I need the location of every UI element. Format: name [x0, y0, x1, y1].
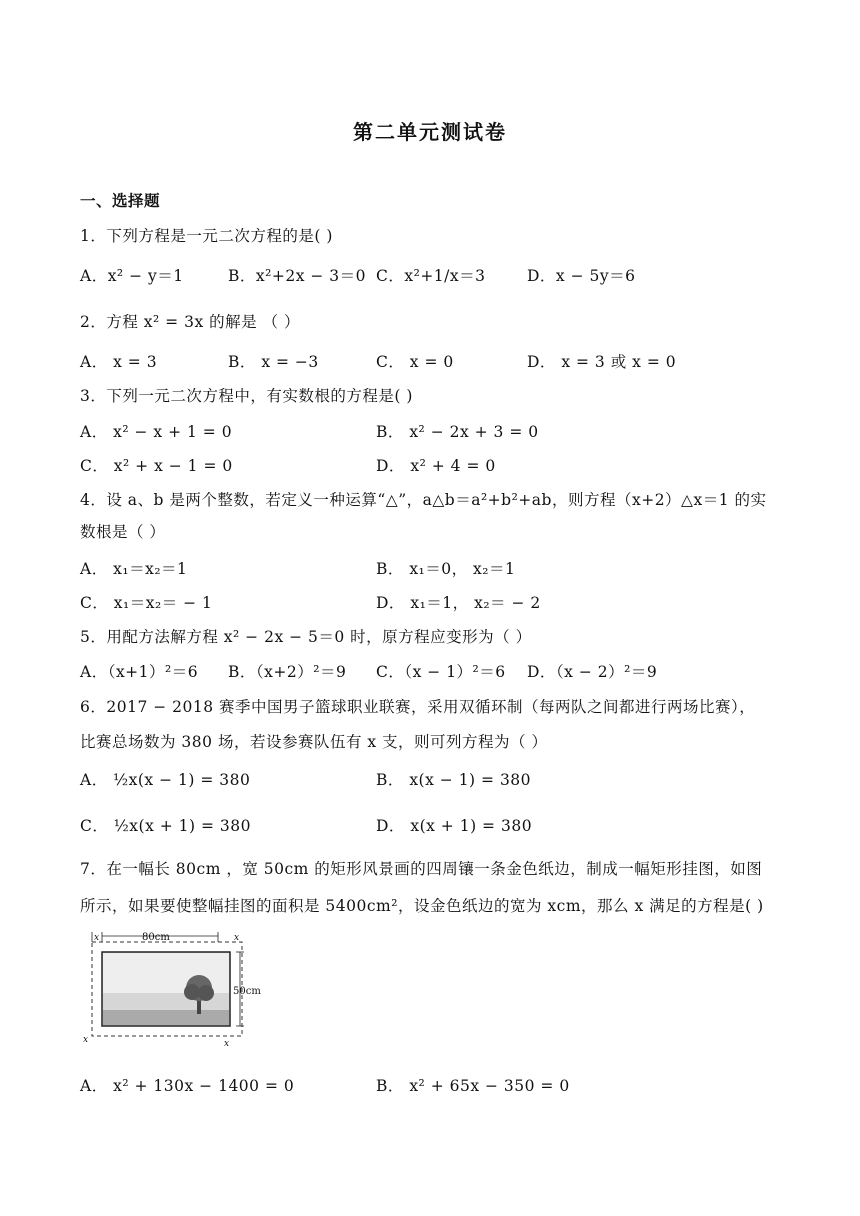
question-7-stem-line-1: 7．在一幅长 80cm ，宽 50cm 的矩形风景画的四周镶一条金色纸边，制成一幅矩形挂图，如图 [80, 860, 763, 878]
question-7-option-a: A． x² + 130x − 1400 = 0 [80, 1077, 295, 1095]
question-4-option-d: D． x₁＝1， x₂＝ − 2 [376, 594, 541, 612]
question-3-stem: 3．下列一元二次方程中，有实数根的方程是( ) [80, 387, 413, 405]
question-3-option-b: B． x² − 2x + 3 = 0 [376, 423, 539, 441]
figure-width-label: 80cm [142, 932, 170, 943]
question-4-option-a: A． x₁＝x₂＝1 [80, 560, 188, 578]
figure-x-label-bottom-left: x [83, 1035, 89, 1045]
question-1-option-b: B．x²+2x − 3＝0 [228, 267, 367, 285]
figure-x-label-bottom-right: x [224, 1039, 230, 1048]
question-4-stem-line-1: 4．设 a、b 是两个整数，若定义一种运算“△”，a△b＝a²+b²+ab，则方程（x+2）△x＝1 的实 [80, 491, 767, 509]
question-7-option-b: B． x² + 65x − 350 = 0 [376, 1077, 570, 1095]
question-4-stem-line-2: 数根是（ ） [80, 523, 166, 541]
question-6-option-a: A． ½x(x − 1) = 380 [80, 771, 251, 789]
question-7-stem-line-2: 所示，如果要使整幅挂图的面积是 5400cm²，设金色纸边的宽为 xcm，那么 x 满足的方程是( ) [80, 897, 764, 915]
question-5-stem: 5．用配方法解方程 x² − 2x − 5＝0 时，原方程应变形为（ ） [80, 628, 532, 646]
question-5-option-d: D．（x − 2）²＝9 [527, 663, 658, 681]
question-4-option-c: C． x₁＝x₂＝ − 1 [80, 594, 213, 612]
question-3-option-c: C． x² + x − 1 = 0 [80, 457, 233, 475]
question-2-option-c: C． x = 0 [376, 353, 454, 371]
figure-x-label-top-right: x [234, 933, 240, 943]
question-6-stem-line-2: 比赛总场数为 380 场，若设参赛队伍有 x 支，则可列方程为（ ） [80, 733, 548, 751]
question-6-option-b: B． x(x − 1) = 380 [376, 771, 532, 789]
question-2-stem: 2．方程 x² = 3x 的解是 （ ） [80, 313, 300, 331]
section-heading: 一、选择题 [80, 191, 161, 210]
question-2-option-d: D． x = 3 或 x = 0 [527, 353, 677, 371]
question-1-option-a: A．x² − y＝1 [80, 267, 184, 285]
question-1-stem: 1．下列方程是一元二次方程的是( ) [80, 227, 333, 245]
question-3-option-a: A． x² − x + 1 = 0 [80, 423, 233, 441]
framed-picture-figure [80, 930, 270, 1048]
figure-x-label-top-left: x [94, 933, 100, 943]
question-6-stem-line-1: 6．2017 − 2018 赛季中国男子篮球职业联赛，采用双循环制（每两队之间都进行两场比赛）， [80, 698, 756, 716]
question-6-option-c: C． ½x(x + 1) = 380 [80, 817, 252, 835]
question-5-option-c: C．（x − 1）²＝6 [376, 663, 506, 681]
question-5-option-b: B．（x+2）²＝9 [228, 663, 347, 681]
question-6-option-d: D． x(x + 1) = 380 [376, 817, 533, 835]
question-1-option-c: C．x²+1/x＝3 [376, 267, 486, 285]
figure-height-label: 50cm [233, 986, 261, 997]
question-2-option-b: B． x = −3 [228, 353, 319, 371]
question-1-option-d: D．x − 5y＝6 [527, 267, 636, 285]
page-title: 第二单元测试卷 [353, 120, 507, 144]
question-2-option-a: A． x = 3 [80, 353, 158, 371]
question-4-option-b: B． x₁＝0， x₂＝1 [376, 560, 516, 578]
question-5-option-a: A．（x+1）²＝6 [80, 663, 199, 681]
question-3-option-d: D． x² + 4 = 0 [376, 457, 496, 475]
